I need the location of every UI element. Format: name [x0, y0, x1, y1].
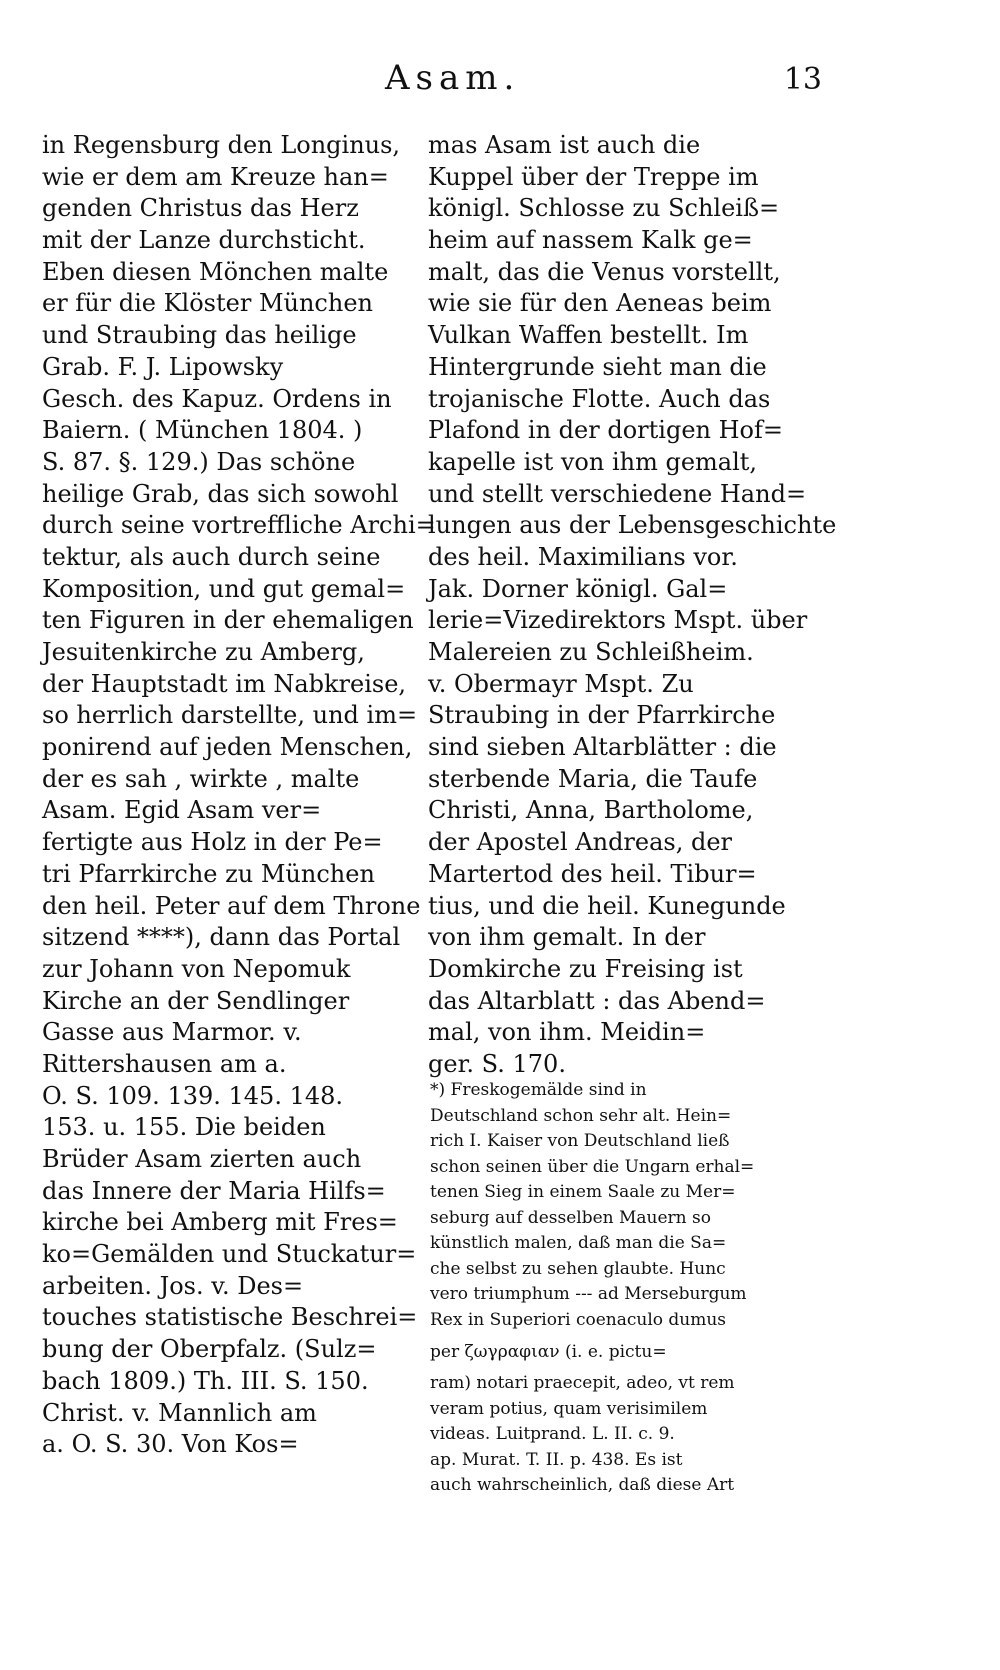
- left-column-line: genden Christus das Herz: [42, 194, 359, 223]
- left-column-line: a. O. S. 30. Von Kos=: [42, 1430, 299, 1459]
- left-column-line: arbeiten. Jos. v. Des=: [42, 1271, 304, 1300]
- footnote-line: schon seinen über die Ungarn erhal=: [430, 1156, 755, 1177]
- right-column-line: und stellt verschiedene Hand=: [428, 479, 807, 508]
- left-column-line: O. S. 109. 139. 145. 148.: [42, 1081, 344, 1110]
- right-column-line: trojanische Flotte. Auch das: [428, 384, 771, 413]
- page-header: [0, 58, 1000, 108]
- right-column-line: des heil. Maximilians vor.: [428, 542, 738, 571]
- left-column-line: wie er dem am Kreuze han=: [42, 162, 389, 191]
- right-column-line: Christi, Anna, Bartholome,: [428, 796, 754, 825]
- right-column-line: Straubing in der Pfarrkirche: [428, 701, 776, 730]
- right-column-line: sterbende Maria, die Taufe: [428, 764, 758, 793]
- left-column-line: mit der Lanze durchsticht.: [42, 226, 366, 255]
- right-column-line: Vulkan Waffen bestellt. Im: [428, 321, 749, 350]
- footnote: [430, 1078, 790, 1499]
- left-column-line: Eben diesen Mönchen malte: [42, 257, 389, 286]
- footnote-line: veram potius, quam verisimilem: [430, 1398, 708, 1419]
- left-column-line: zur Johann von Nepomuk: [42, 954, 351, 983]
- right-column-line: Kuppel über der Treppe im: [428, 162, 759, 191]
- left-column-line: ten Figuren in der ehemaligen: [42, 606, 414, 635]
- right-column-line: lungen aus der Lebensgeschichte: [428, 511, 837, 540]
- left-column-line: der Hauptstadt im Nabkreise,: [42, 669, 407, 698]
- footnote-line: che selbst zu sehen glaubte. Hunc: [430, 1258, 726, 1279]
- left-column-line: in Regensburg den Longinus,: [42, 131, 401, 159]
- right-column-line: Hintergrunde sieht man die: [428, 352, 767, 381]
- footnote-line: ap. Murat. T. II. p. 438. Es ist: [430, 1449, 683, 1470]
- right-column-line: mas Asam ist auch die: [428, 131, 701, 159]
- footnote-line: Rex in Superiori coenaculo dumus: [430, 1309, 727, 1330]
- left-column-line: ponirend auf jeden Menschen,: [42, 733, 413, 762]
- left-column-line: bach 1809.) Th. III. S. 150.: [42, 1366, 369, 1395]
- right-column-line: der Apostel Andreas, der: [428, 828, 733, 857]
- right-column-line: lerie=Vizedirektors Mspt. über: [428, 606, 808, 635]
- left-column-line: tektur, als auch durch seine: [42, 542, 381, 571]
- left-column-line: durch seine vortreffliche Archi=: [42, 511, 436, 540]
- right-column-line: Domkirche zu Freising ist: [428, 954, 743, 983]
- footnote-line: künstlich malen, daß man die Sa=: [430, 1233, 727, 1253]
- right-column-line: königl. Schlosse zu Schleiß=: [428, 194, 780, 223]
- footnote-line: vero triumphum --- ad Merseburgum: [430, 1284, 747, 1304]
- left-column-line: 153. u. 155. Die beiden: [42, 1113, 326, 1142]
- right-column-line: ger. S. 170.: [428, 1049, 566, 1078]
- right-column-line: v. Obermayr Mspt. Zu: [428, 669, 694, 698]
- page-number: 13: [783, 62, 822, 97]
- right-column-line: kapelle ist von ihm gemalt,: [428, 447, 758, 476]
- left-column-line: Jesuitenkirche zu Amberg,: [42, 638, 365, 666]
- left-column-line: der es sah , wirkte , malte: [42, 764, 360, 793]
- right-column-line: mal, von ihm. Meidin=: [428, 1018, 706, 1047]
- left-column-line: Grab. F. J. Lipowsky: [42, 352, 284, 381]
- footnote-line: videas. Luitprand. L. II. c. 9.: [430, 1424, 675, 1444]
- footnote-line: rich I. Kaiser von Deutschland ließ: [430, 1131, 730, 1151]
- right-column-line: wie sie für den Aeneas beim: [428, 289, 772, 318]
- left-column-line: Gesch. des Kapuz. Ordens in: [42, 384, 392, 413]
- left-column-line: S. 87. §. 129.) Das schöne: [42, 447, 356, 476]
- right-column-line: malt, das die Venus vorstellt,: [428, 257, 781, 286]
- left-column-line: Baiern. ( München 1804. ): [42, 416, 363, 445]
- left-column-line: und Straubing das heilige: [42, 321, 357, 350]
- left-column-line: das Innere der Maria Hilfs=: [42, 1176, 386, 1205]
- right-column-line: Martertod des heil. Tibur=: [428, 859, 757, 888]
- right-column-line: Jak. Dorner königl. Gal=: [428, 574, 728, 603]
- right-column-line: von ihm gemalt. In der: [428, 923, 706, 952]
- left-column-line: touches statistische Beschrei=: [42, 1303, 418, 1332]
- left-column-line: Christ. v. Mannlich am: [42, 1398, 317, 1427]
- running-title: Asam.: [385, 58, 521, 98]
- left-column-line: so herrlich darstellte, und im=: [42, 701, 418, 730]
- left-column-line: den heil. Peter auf dem Throne: [42, 891, 421, 920]
- left-column-line: Kirche an der Sendlinger: [42, 986, 350, 1015]
- left-column-line: ko=Gemälden und Stuckatur=: [42, 1240, 417, 1269]
- left-column-line: sitzend ****), dann das Portal: [42, 923, 401, 952]
- right-column-line: Plafond in der dortigen Hof=: [428, 416, 783, 445]
- left-column-line: Gasse aus Marmor. v.: [42, 1018, 302, 1047]
- right-text-column: [428, 130, 837, 1081]
- right-column-line: das Altarblatt : das Abend=: [428, 986, 766, 1015]
- right-column-line: heim auf nassem Kalk ge=: [428, 226, 753, 255]
- footnote-line: auch wahrscheinlich, daß diese Art: [430, 1475, 735, 1495]
- left-column-line: fertigte aus Holz in der Pe=: [42, 828, 383, 857]
- left-column-line: Rittershausen am a.: [42, 1049, 287, 1078]
- footnote-line: *) Freskogemälde sind in: [430, 1080, 647, 1100]
- footnote-line: tenen Sieg in einem Saale zu Mer=: [430, 1182, 736, 1202]
- footnote-line: per ζωγραφιαν (i. e. pictu=: [430, 1342, 667, 1362]
- footnote-line: Deutschland schon sehr alt. Hein=: [430, 1105, 732, 1126]
- right-column-line: tius, und die heil. Kunegunde: [428, 891, 786, 920]
- footnote-line: ram) notari praecepit, adeo, vt rem: [430, 1373, 735, 1393]
- left-column-line: Komposition, und gut gemal=: [42, 574, 406, 603]
- right-column-line: Malereien zu Schleißheim.: [428, 638, 754, 666]
- left-text-column: [42, 130, 436, 1461]
- left-column-line: tri Pfarrkirche zu München: [42, 859, 375, 888]
- left-column-line: er für die Klöster München: [42, 289, 373, 318]
- left-column-line: Asam. Egid Asam ver=: [42, 796, 322, 825]
- left-column-line: Brüder Asam zierten auch: [42, 1145, 362, 1173]
- left-column-line: heilige Grab, das sich sowohl: [42, 479, 399, 508]
- right-column-line: sind sieben Altarblätter : die: [428, 733, 777, 762]
- left-column-line: kirche bei Amberg mit Fres=: [42, 1208, 398, 1237]
- left-column-line: bung der Oberpfalz. (Sulz=: [42, 1335, 377, 1364]
- footnote-line: seburg auf desselben Mauern so: [430, 1207, 711, 1228]
